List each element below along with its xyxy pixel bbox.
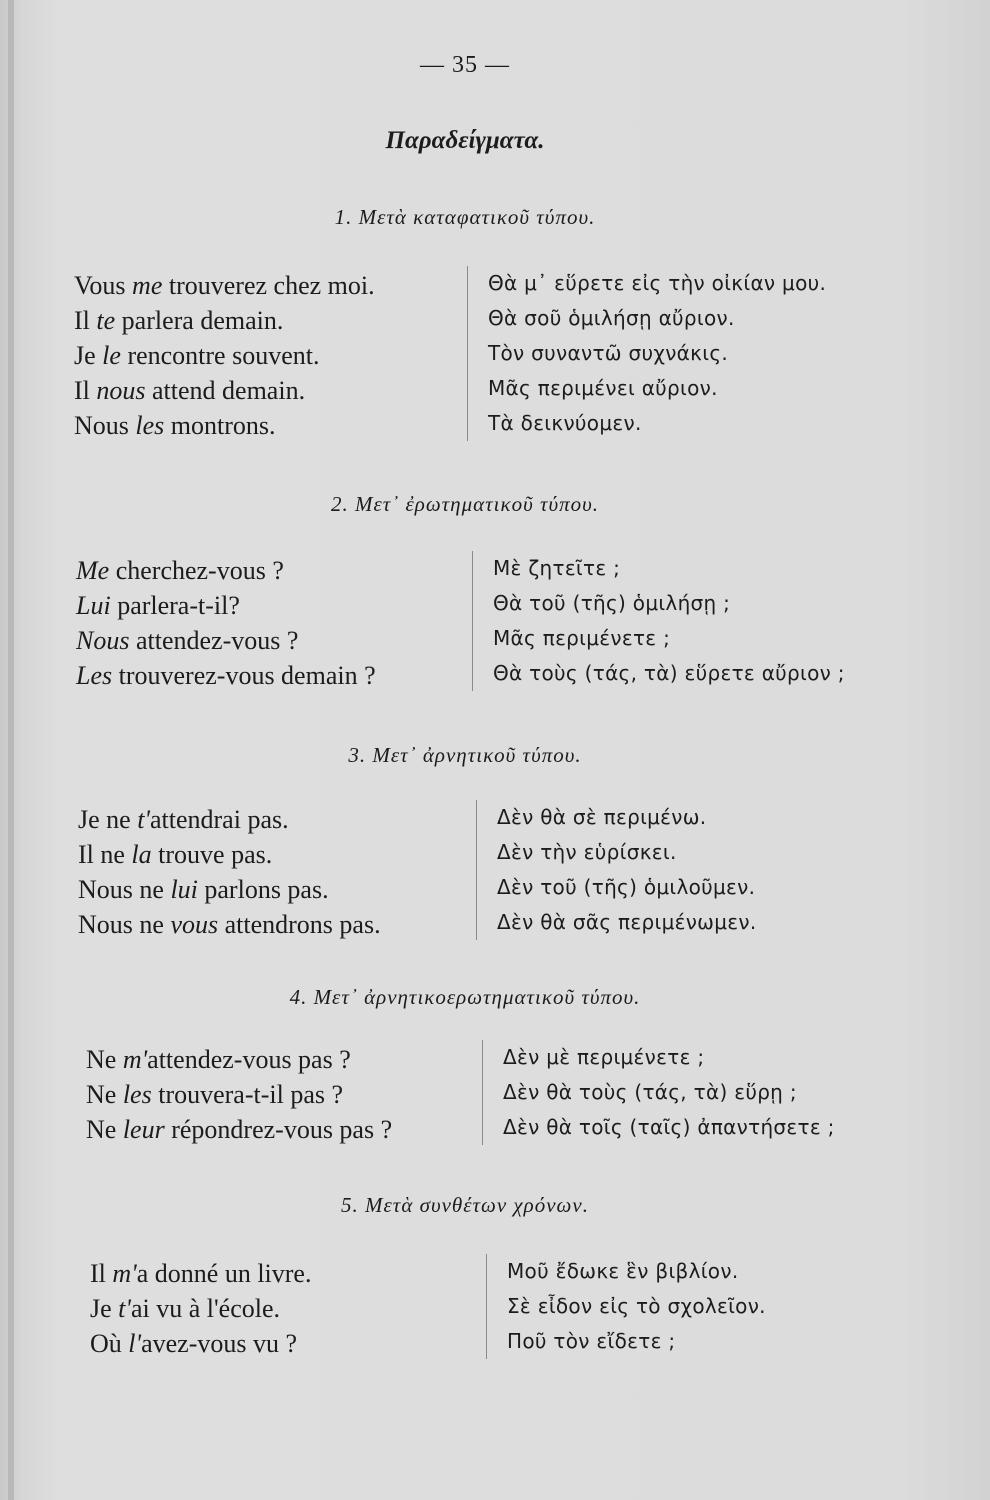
greek-sentence: Μοῦ ἔδωκε ἓν βιβλίον. [507, 1259, 739, 1283]
french-sentence: Lui parlera-t-il? [76, 591, 240, 620]
section-4-french [86, 1042, 392, 1147]
french-sentence: Où l'avez-vous vu ? [90, 1329, 298, 1358]
french-sentence: Les trouverez-vous demain ? [76, 661, 376, 690]
french-sentence: Je le rencontre souvent. [74, 341, 320, 370]
french-sentence: Il ne la trouve pas. [78, 840, 273, 869]
greek-sentence: Θὰ τοὺς (τάς, τὰ) εὕρετε αὔριον ; [493, 661, 845, 685]
french-sentence: Me cherchez-vous ? [76, 556, 284, 585]
greek-sentence: Μὲ ζητεῖτε ; [493, 556, 621, 580]
section-4-heading: 4. Μετ᾽ ἀρνητικοερωτηματικοῦ τύπου. [289, 985, 641, 1009]
french-sentence: Il m'a donné un livre. [90, 1259, 312, 1288]
section-3-french [78, 802, 381, 942]
section-4-greek [482, 1040, 835, 1145]
greek-sentence: Σὲ εἶδον εἰς τὸ σχολεῖον. [507, 1294, 766, 1318]
greek-sentence: Δὲν θὰ τοὺς (τάς, τὰ) εὕρῃ ; [503, 1080, 797, 1104]
section-5-greek [486, 1254, 766, 1359]
section-5-heading: 5. Μετὰ συνθέτων χρόνων. [341, 1193, 589, 1217]
greek-sentence: Θὰ τοῦ (τῆς) ὁμιλήσῃ ; [493, 591, 731, 615]
greek-sentence: Τὸν συναντῶ συχνάκις. [488, 341, 729, 365]
french-sentence: Ne leur répondrez-vous pas ? [86, 1115, 393, 1144]
greek-sentence: Δὲν θὰ τοῖς (ταῖς) ἀπαντήσετε ; [503, 1115, 835, 1139]
greek-sentence: Δὲν θὰ σὲ περιμένω. [497, 805, 707, 829]
page-number: — 35 — [420, 52, 510, 78]
greek-sentence: Μᾶς περιμένετε ; [493, 626, 671, 650]
french-sentence: Nous ne lui parlons pas. [78, 875, 329, 904]
greek-sentence: Ποῦ τὸν εἴδετε ; [507, 1329, 676, 1353]
section-1-greek [467, 266, 826, 441]
greek-sentence: Τὰ δεικνύομεν. [488, 411, 642, 435]
french-sentence: Vous me trouverez chez moi. [74, 271, 375, 300]
section-2-french [76, 553, 376, 693]
section-3-greek [476, 800, 757, 940]
section-3-heading: 3. Μετ᾽ ἀρνητικοῦ τύπου. [348, 743, 582, 767]
section-1-french [74, 268, 375, 443]
greek-sentence: Δὲν μὲ περιμένετε ; [503, 1045, 705, 1069]
french-sentence: Je t'ai vu à l'école. [90, 1294, 281, 1323]
french-sentence: Ne m'attendez-vous pas ? [86, 1045, 351, 1074]
greek-sentence: Θὰ σοῦ ὁμιλήσῃ αὔριον. [488, 306, 735, 330]
french-sentence: Ne les trouvera-t-il pas ? [86, 1080, 344, 1109]
greek-sentence: Δὲν τὴν εὑρίσκει. [497, 840, 677, 864]
french-sentence: Je ne t'attendrai pas. [78, 805, 289, 834]
greek-sentence: Θὰ μ᾽ εὕρετε εἰς τὴν οἰκίαν μου. [488, 271, 827, 295]
section-2-greek [472, 551, 845, 691]
page-title: Παραδείγματα. [385, 127, 545, 154]
greek-sentence: Δὲν θὰ σᾶς περιμένωμεν. [497, 910, 757, 934]
section-2-heading: 2. Μετ᾽ ἐρωτηματικοῦ τύπου. [330, 492, 600, 516]
section-5-french [90, 1256, 311, 1361]
french-sentence: Il nous attend demain. [74, 376, 306, 405]
french-sentence: Il te parlera demain. [74, 306, 284, 335]
greek-sentence: Δὲν τοῦ (τῆς) ὁμιλοῦμεν. [497, 875, 756, 899]
greek-sentence: Μᾶς περιμένει αὔριον. [488, 376, 718, 400]
section-1-heading: 1. Μετὰ καταφατικοῦ τύπου. [334, 205, 596, 229]
french-sentence: Nous ne vous attendrons pas. [78, 910, 381, 939]
french-sentence: Nous attendez-vous ? [76, 626, 299, 655]
french-sentence: Nous les montrons. [74, 411, 276, 440]
